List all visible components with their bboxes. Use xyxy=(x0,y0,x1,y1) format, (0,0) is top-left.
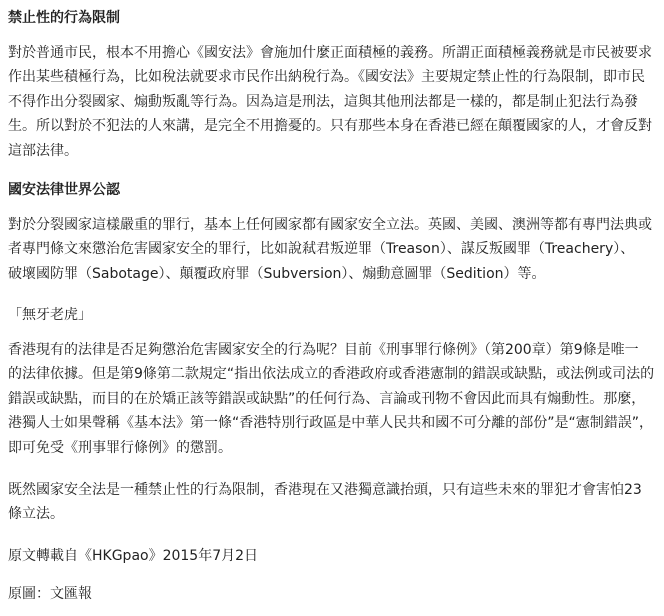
paragraph-line: 對於普通市民，根本不用擔心《國安法》會施加什麼正面積極的義務。所謂正面積極義務就是市民被要求 xyxy=(8,45,652,61)
paragraph-line: 條立法。 xyxy=(8,506,64,523)
paragraph-line: 香港現有的法律是否足夠懲治危害國家安全的行為呢？目前《刑事罪行條例》（第200章）第9條是唯一 xyxy=(8,342,639,358)
paragraph-obligations xyxy=(8,41,658,163)
image-credit: 原圖：文匯報 xyxy=(8,586,92,602)
paragraph-text xyxy=(8,478,658,527)
paragraph-toothless-tiger xyxy=(8,338,658,460)
paragraph-text xyxy=(8,338,658,460)
paragraph-line: 作出某些積極行為，比如稅法就要求市民作出納稅行為。《國安法》主要規定禁止性的行為限制，即市民 xyxy=(8,69,645,86)
paragraph-line: 生。所以對於不犯法的人來講，是完全不用擔憂的。只有那些本身在香港已經在顛覆國家的人，才會反對 xyxy=(8,118,652,135)
section-heading-wrap xyxy=(8,306,92,324)
paragraph-text xyxy=(8,213,658,286)
section-heading: 國安法律世界公認 xyxy=(8,182,120,198)
paragraph-conclusion xyxy=(8,478,658,527)
paragraph-line: 這部法律。 xyxy=(8,142,78,159)
section-heading: 「無牙老虎」 xyxy=(8,307,92,323)
paragraph-line: 者專門條文來懲治危害國家安全的罪行，比如說弒君叛逆罪（Treason）、謀反叛國罪（Treachery）、 xyxy=(8,241,635,258)
section-禁止性-heading-wrap xyxy=(8,9,120,27)
section-heading-wrap xyxy=(8,181,120,199)
paragraph-line: 的法律依據。但是第9條第二款規定“指出依法成立的香港政府或香港憲制的錯誤或缺點，或法例或司法的 xyxy=(8,366,655,383)
paragraph-line: 既然國家安全法是一種禁止性的行為限制，香港現在又港獨意識抬頭，只有這些未來的罪犯才會害怕23 xyxy=(8,482,642,498)
section-heading: 禁止性的行為限制 xyxy=(8,10,120,26)
paragraph-line: 對於分裂國家這樣嚴重的罪行，基本上任何國家都有國家安全立法。英國、美國、澳洲等都有專門法典或 xyxy=(8,217,652,233)
paragraph-line: 不得作出分裂國家、煽動叛亂等行為。因為這是刑法，這與其他刑法都是一樣的，都是制止犯法行為發 xyxy=(8,93,638,110)
source-note: 原文轉載自《HKGpao》2015年7月2日 xyxy=(8,548,259,564)
paragraph-line: 錯誤或缺點，而目的在於矯正該等錯誤或缺點”的任何行為、言論或刊物不會因此而具有煽動性。那麼， xyxy=(8,390,646,407)
source-note-wrap xyxy=(8,547,258,565)
paragraph-line: 港獨人士如果聲稱《基本法》第一條“香港特別行政區是中華人民共和國不可分離的部份”是“憲制錯誤”， xyxy=(8,415,654,432)
paragraph-line: 即可免受《刑事罪行條例》的懲罰。 xyxy=(8,439,232,456)
paragraph-world-laws xyxy=(8,213,658,286)
paragraph-line: 破壞國防罪（Sabotage）、顛覆政府罪（Subversion）、煽動意圖罪（Sedition）等。 xyxy=(8,265,546,282)
paragraph-text xyxy=(8,41,658,163)
image-credit-wrap xyxy=(8,585,92,603)
